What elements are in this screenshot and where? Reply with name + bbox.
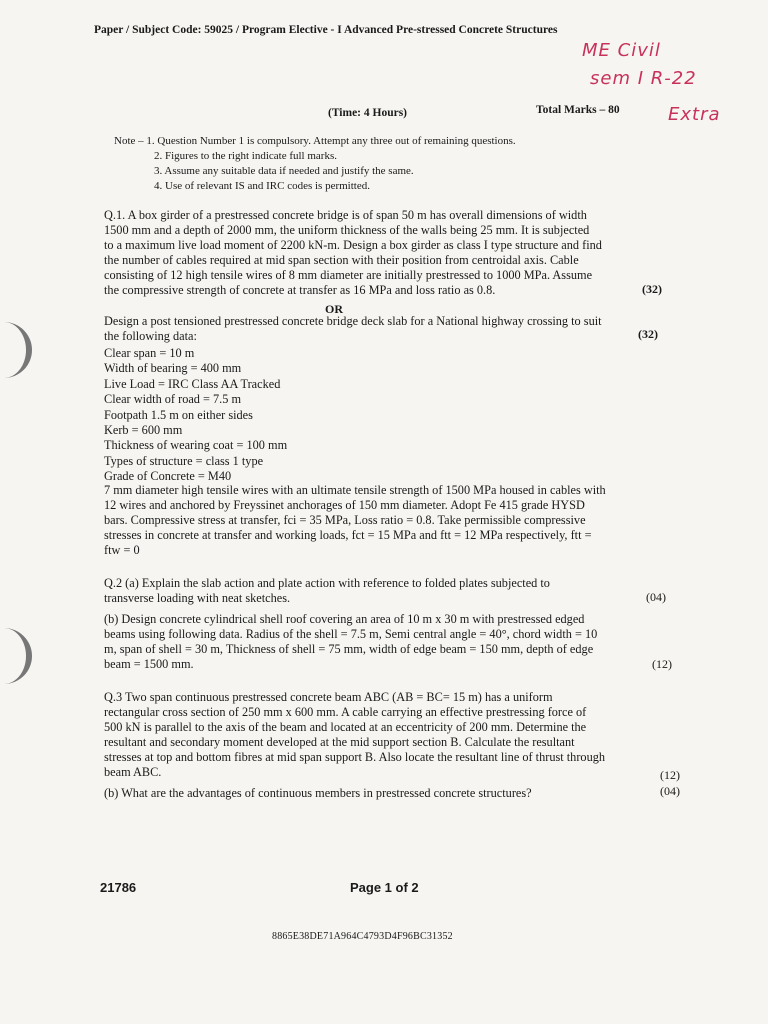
q2b-line: m, span of shell = 30 m, Thickness of shell = 75 mm, width of edge beam = 150 mm, depth of edge [104, 642, 594, 656]
q2a-line: Q.2 (a) Explain the slab action and plate action with reference to folded plates subjected to [104, 576, 550, 590]
exam-time: (Time: 4 Hours) [328, 107, 408, 119]
q1-alt-line: Design a post tensioned prestressed concrete bridge deck slab for a National highway crossing to suit [104, 314, 602, 328]
paper-code: 8865E38DE71A964C4793D4F96BC31352 [272, 931, 453, 942]
notes-block [114, 134, 516, 194]
paper-id: 21786 [100, 880, 137, 895]
q1-line: Q.1. A box girder of a prestressed concrete bridge is of span 50 m has overall dimensions of width [104, 208, 587, 222]
note-item: 2. Figures to the right indicate full marks. [154, 150, 337, 162]
list-item: Types of structure = class 1 type [104, 453, 264, 468]
q3a-marks: (12) [660, 768, 680, 782]
list-item: Thickness of wearing coat = 100 mm [104, 438, 288, 453]
q1-line: to a maximum live load moment of 2200 kN-m. Design a box girder as class I type structure and find [104, 238, 602, 252]
question-1 [104, 208, 602, 298]
note-item: 4. Use of relevant IS and IRC codes is permitted. [154, 180, 370, 192]
q2b-line: (b) Design concrete cylindrical shell roof covering an area of 10 m x 30 m with prestressed edged [104, 612, 585, 626]
paper-title: Paper / Subject Code: 59025 / Program Elective - I Advanced Pre-stressed Concrete Structures [94, 24, 558, 36]
notes-label: Note – [114, 135, 144, 147]
q1-marks: (32) [642, 282, 662, 296]
question-3b: (b) What are the advantages of continuous members in prestressed concrete structures? [104, 786, 532, 800]
q1-alt-line: the following data: [104, 329, 197, 343]
total-marks: Total Marks – 80 [536, 104, 620, 116]
list-item: Width of bearing = 400 mm [104, 361, 242, 376]
q1-tail-line: 7 mm diameter high tensile wires with an ultimate tensile strength of 1500 MPa housed in cables with [104, 483, 606, 497]
q1-line: the number of cables required at mid span section with their position from centroidal axis. Cable [104, 253, 579, 267]
question-3a [104, 690, 605, 780]
q1-line: consisting of 12 high tensile wires of 8 mm diameter are initially prestressed to 1000 MPa. Assume [104, 268, 593, 282]
q3a-line: beam ABC. [104, 765, 162, 779]
q1-tail-line: bars. Compressive stress at transfer, fci = 35 MPa, Loss ratio = 0.8. Take permissible compressive [104, 513, 586, 527]
q2a-marks: (04) [646, 590, 666, 604]
binder-ring-top [0, 322, 32, 378]
q1-line: 1500 mm and a depth of 2000 mm, the uniform thickness of the walls being 25 mm. It is subjected [104, 223, 590, 237]
or-label: OR [325, 302, 343, 316]
q1-tail-line: 12 wires and anchored by Freyssinet anchorages of 150 mm diameter. Adopt Fe 415 grade HYSD [104, 498, 585, 512]
q1-tail-line: stresses in concrete at transfer and working loads, fct = 15 MPa and ftt = 12 MPa respectively, ftt = [104, 528, 592, 542]
question-2b [104, 612, 597, 672]
q2a-line: transverse loading with neat sketches. [104, 591, 291, 605]
list-item: Live Load = IRC Class AA Tracked [104, 376, 281, 391]
q3a-line: resultant and secondary moment developed at the mid support section B. Calculate the resultant [104, 735, 575, 749]
q3a-line: Q.3 Two span continuous prestressed concrete beam ABC (AB = BC= 15 m) has a uniform [104, 690, 553, 704]
q3a-line: 500 kN is parallel to the axis of the beam and located at an eccentricity of 200 mm. Determine the [104, 720, 587, 734]
q3a-line: stresses at top and bottom fibres at mid span support B. Also locate the resultant line of thrust through [104, 750, 606, 764]
handwritten-note-1: ME Civil [582, 40, 661, 61]
q1-tail [104, 483, 606, 558]
list-item: Clear width of road = 7.5 m [104, 392, 242, 407]
q2b-line: beams using following data. Radius of the shell = 7.5 m, Semi central angle = 40°, chord width = 10 [104, 627, 598, 641]
binder-ring-bottom [0, 628, 32, 684]
list-item: Footpath 1.5 m on either sides [104, 407, 253, 422]
q2b-line: beam = 1500 mm. [104, 657, 194, 671]
q3a-line: rectangular cross section of 250 mm x 600 mm. A cable carrying an effective prestressing force of [104, 705, 587, 719]
note-item: 3. Assume any suitable data if needed and justify the same. [154, 165, 414, 177]
list-item: Grade of Concrete = M40 [104, 469, 232, 484]
q1-tail-line: ftw = 0 [104, 543, 140, 557]
q1-line: the compressive strength of concrete at transfer as 16 MPa and loss ratio as 0.8. [104, 283, 496, 297]
q2b-marks: (12) [652, 657, 672, 671]
handwritten-note-3: Extra [668, 104, 721, 125]
note-item: 1. Question Number 1 is compulsory. Attempt any three out of remaining questions. [146, 135, 516, 147]
list-item: Kerb = 600 mm [104, 423, 183, 438]
q3b-marks: (04) [660, 784, 680, 798]
handwritten-note-2: sem I R-22 [590, 68, 697, 89]
question-2a [104, 576, 550, 606]
page-number: Page 1 of 2 [350, 880, 419, 895]
q1-alternative [104, 314, 602, 344]
design-data-list [104, 346, 287, 485]
list-item: Clear span = 10 m [104, 346, 195, 360]
q1-alt-marks: (32) [638, 327, 658, 341]
